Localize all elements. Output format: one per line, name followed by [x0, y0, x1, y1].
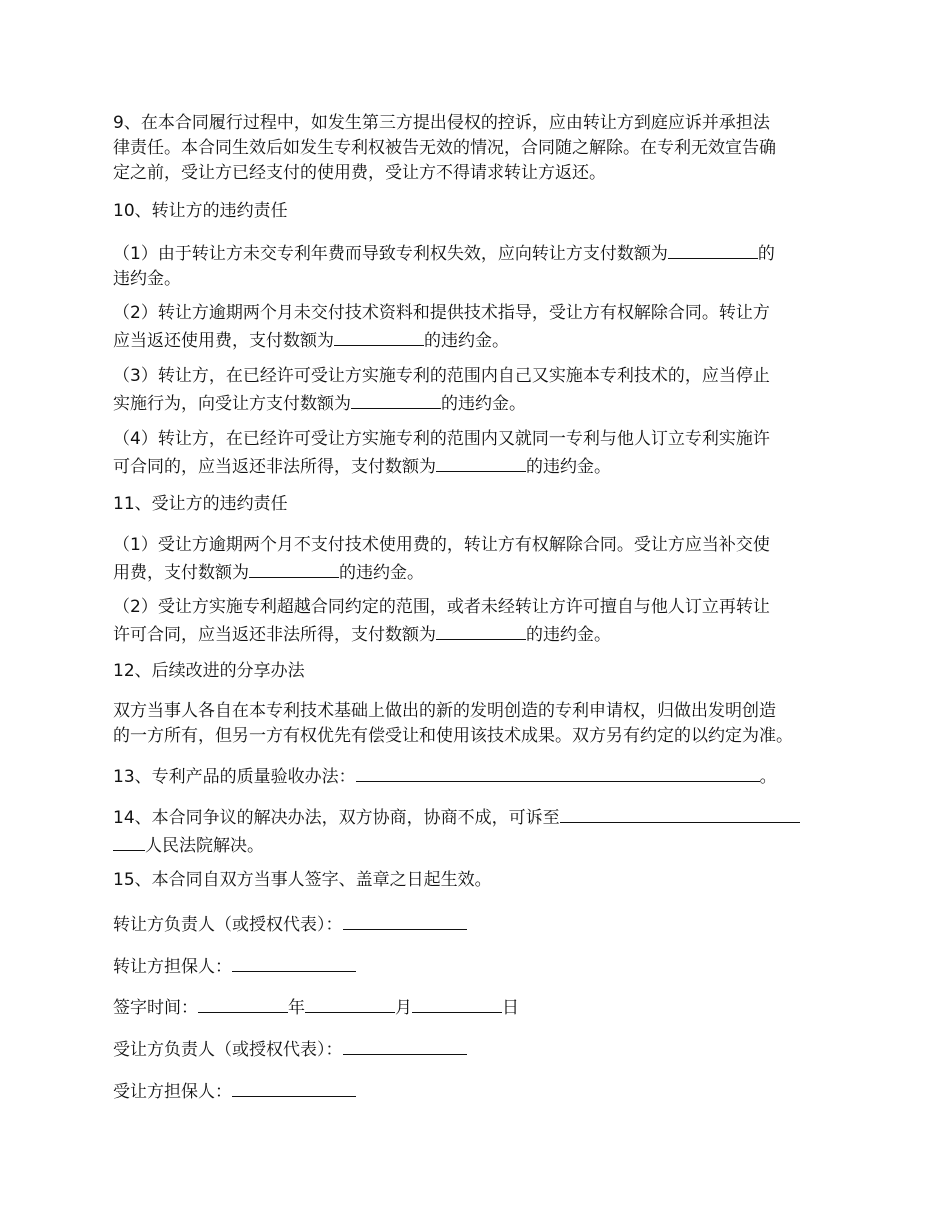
transferor-guarantor-line [113, 952, 356, 980]
clause-15: 15、本合同自双方当事人签字、盖章之日起生效。 [113, 870, 492, 890]
clause-11-1-text: 用费，支付数额为 [113, 563, 249, 583]
transferee-guarantor-label: 受让方担保人： [113, 1082, 232, 1102]
inspection-method-blank [356, 762, 760, 782]
clause-9 [113, 111, 776, 186]
clause-10-2-text: 应当返还使用费，支付数额为 [113, 331, 334, 351]
clause-12-title: 12、后续改进的分享办法 [113, 661, 305, 681]
amount-blank [436, 452, 526, 472]
clause-10-2-line-1: （2）转让方逾期两个月未交付技术资料和提供技术指导，受让方有权解除合同。转让方 [113, 303, 770, 323]
amount-blank [334, 326, 424, 346]
clause-10-2-suffix: 的违约金。 [424, 331, 509, 351]
signature-blank [232, 1077, 356, 1097]
clause-14 [113, 803, 800, 859]
transferor-rep-label: 转让方负责人（或授权代表）： [113, 915, 343, 935]
clause-11-title: 11、受让方的违约责任 [113, 494, 288, 514]
year-label: 年 [288, 998, 305, 1018]
clause-14-text: 14、本合同争议的解决办法，双方协商，协商不成，可诉至 [113, 808, 560, 828]
transferee-guarantor-line [113, 1077, 356, 1105]
clause-10-3-line-1: （3）转让方，在已经许可受让方实施专利的范围内自己又实施本专利技术的，应当停止 [113, 366, 770, 386]
clause-11-1-suffix: 的违约金。 [339, 563, 424, 583]
clause-10-3-text: 实施行为，向受让方支付数额为 [113, 394, 351, 414]
clause-9-line-3: 定之前，受让方已经支付的使用费，受让方不得请求转让方返还。 [113, 163, 606, 183]
clause-10-title: 10、转让方的违约责任 [113, 201, 288, 221]
clause-12-line-1: 双方当事人各自在本专利技术基础上做出的新的发明创造的专利申请权，归做出发明创造 [113, 701, 776, 721]
clause-11-2-text: 许可合同，应当返还非法所得，支付数额为 [113, 625, 436, 645]
clause-13-end: 。 [759, 767, 777, 787]
clause-10-1 [113, 239, 775, 292]
transferee-rep-label: 受让方负责人（或授权代表）： [113, 1040, 343, 1060]
amount-blank [351, 389, 441, 409]
sign-time-line [113, 993, 519, 1021]
clause-9-line-2: 律责任。本合同生效后如发生专利权被告无效的情况，合同随之解除。在专利无效宣告确 [113, 138, 776, 158]
day-label: 日 [502, 998, 519, 1018]
clause-10-1-suffix: 的 [757, 244, 775, 264]
clause-10-1-line-2: 违约金。 [113, 269, 181, 289]
amount-blank [249, 558, 339, 578]
clause-10-4-suffix: 的违约金。 [526, 457, 611, 477]
clause-12-line-2: 的一方所有，但另一方有权优先有偿受让和使用该技术成果。双方另有约定的以约定为准。 [113, 726, 793, 746]
clause-11-1 [113, 533, 770, 586]
signature-blank [343, 1035, 467, 1055]
month-blank [305, 993, 395, 1013]
amount-blank [436, 620, 526, 640]
clause-11-2-line-1: （2）受让方实施专利超越合同约定的范围，或者未经转让方许可擅自与他人订立再转让 [113, 597, 770, 617]
clause-10-4 [113, 427, 770, 480]
clause-11-2 [113, 595, 770, 648]
clause-9-line-1: 9、在本合同履行过程中，如发生第三方提出侵权的控诉，应由转让方到庭应诉并承担法 [113, 113, 770, 133]
clause-10-4-text: 可合同的，应当返还非法所得，支付数额为 [113, 457, 436, 477]
clause-13 [113, 762, 777, 790]
clause-10-1-text: （1）由于转让方未交专利年费而导致专利权失效，应向转让方支付数额为 [113, 244, 668, 264]
clause-13-text: 13、专利产品的质量验收办法： [113, 767, 356, 787]
month-label: 月 [395, 998, 412, 1018]
clause-10-3-suffix: 的违约金。 [441, 394, 526, 414]
amount-blank [668, 239, 758, 259]
court-blank-continued [113, 831, 145, 851]
clause-10-2 [113, 301, 770, 354]
sign-time-label: 签字时间： [113, 998, 198, 1018]
year-blank [198, 993, 288, 1013]
clause-10-3 [113, 364, 770, 417]
clause-11-2-suffix: 的违约金。 [526, 625, 611, 645]
clause-12-body [113, 699, 793, 749]
day-blank [412, 993, 502, 1013]
court-blank [560, 803, 800, 823]
transferor-guarantor-label: 转让方担保人： [113, 957, 232, 977]
signature-blank [232, 952, 356, 972]
clause-11-1-line-1: （1）受让方逾期两个月不支付技术使用费的，转让方有权解除合同。受让方应当补交使 [113, 535, 770, 555]
clause-14-suffix: 人民法院解决。 [145, 836, 264, 856]
clause-10-4-line-1: （4）转让方，在已经许可受让方实施专利的范围内又就同一专利与他人订立专利实施许 [113, 429, 770, 449]
signature-blank [343, 910, 467, 930]
transferor-rep-line [113, 910, 467, 938]
transferee-rep-line [113, 1035, 467, 1063]
